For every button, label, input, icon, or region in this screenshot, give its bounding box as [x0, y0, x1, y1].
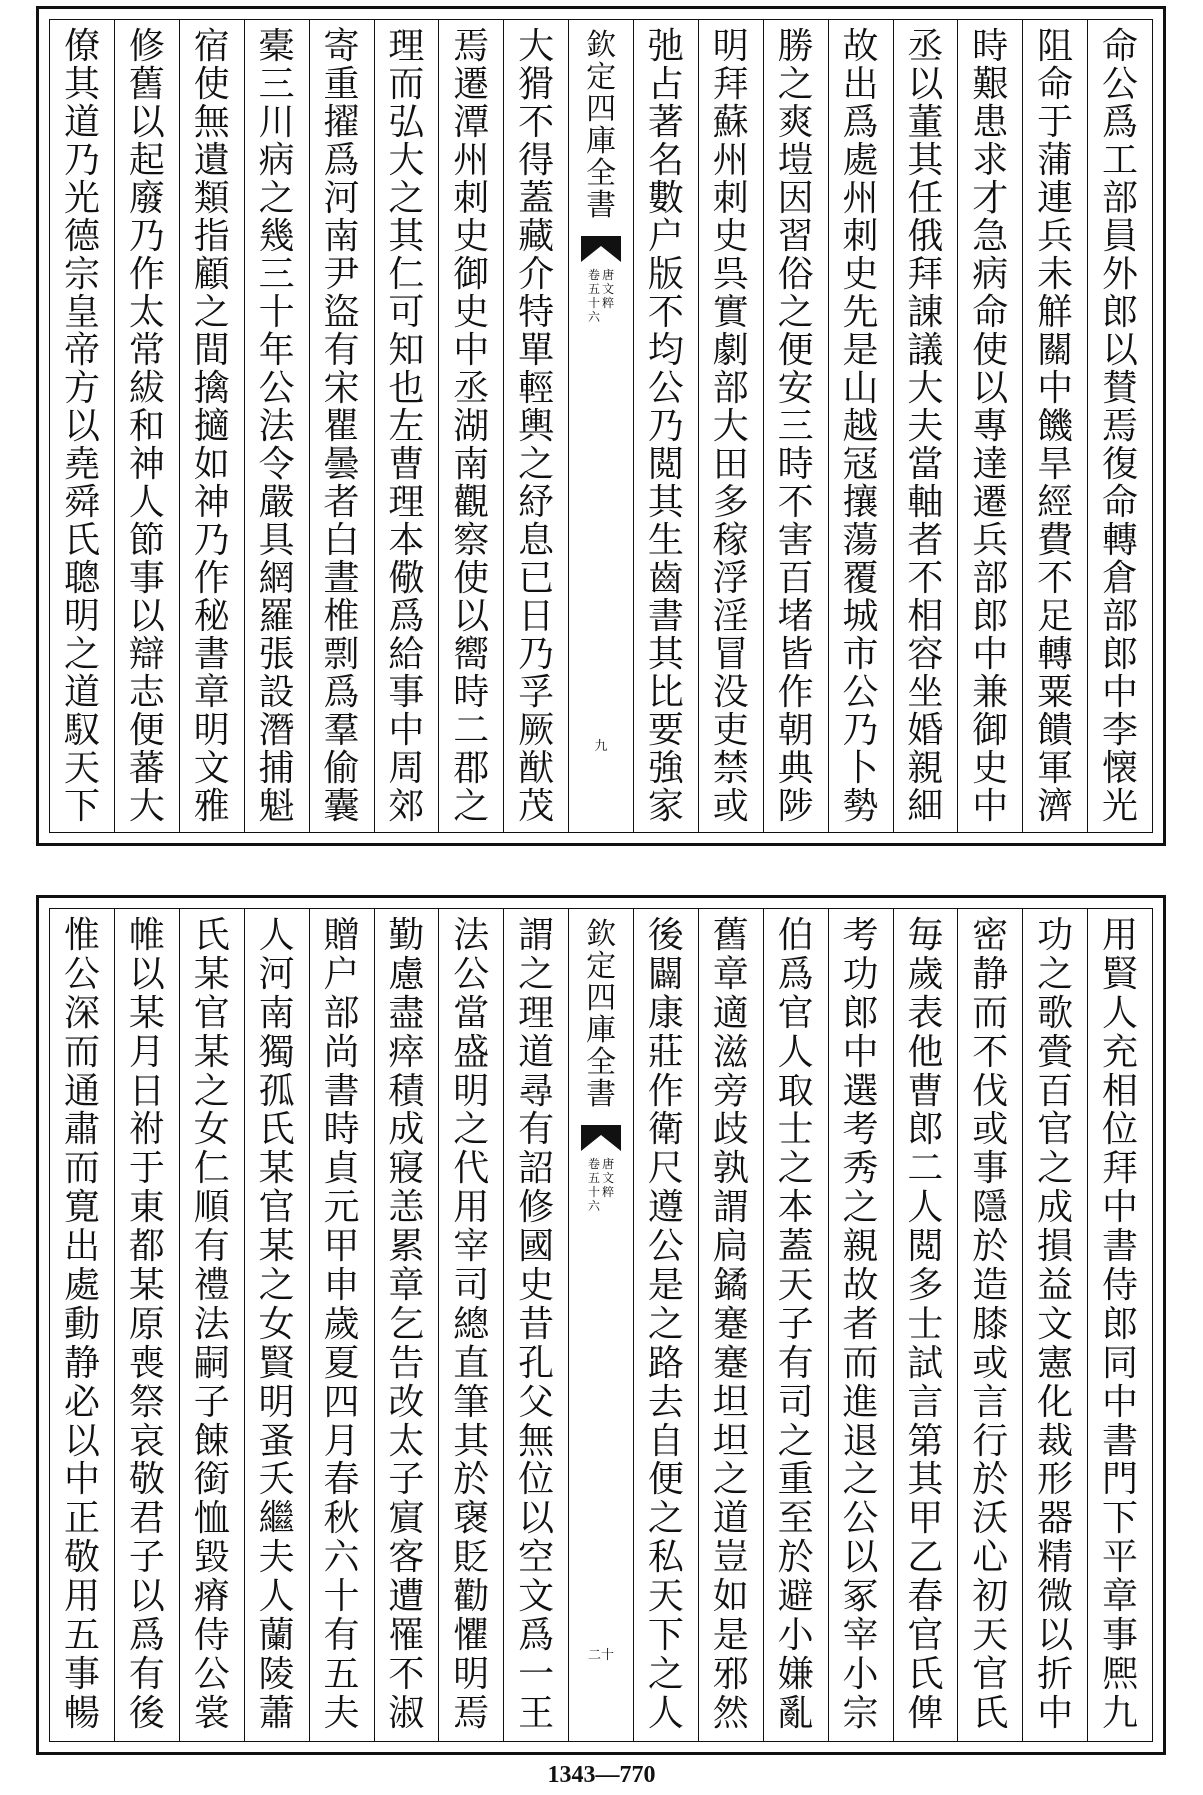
- text-column: 帷 以 某 月 日 祔 于 東 都 某 原 喪 祭 哀 敬 君 子 以 爲 有 後: [114, 909, 179, 1741]
- text-column: 惟 公 深 而 通 肅 而 寛 出 處 動 静 必 以 中 正 敬 用 五 事 暢: [64, 915, 101, 1734]
- text-column: 法 公 當 盛 明 之 代 用 宰 司 總 直 筆 其 於 襃 貶 勸 懼 明 焉: [438, 909, 503, 1741]
- text-column: 僚 其 道 乃 光 德 宗 皇 帝 方 以 堯 舜 氏 聰 明 之 道 馭 天 下: [64, 26, 101, 827]
- text-column: 命 公 爲 工 部 員 外 郎 以 賛 焉 復 命 轉 倉 部 郎 中 李 懐 光: [1087, 20, 1152, 832]
- text-column: 宿 使 無 遺 類 指 顧 之 間 擒 擿 如 神 乃 作 秘 書 章 明 文 雅: [179, 20, 244, 832]
- folio-number: 二十: [588, 1648, 615, 1663]
- text-column: 理 而 弘 大 之 其 仁 可 知 也 左 曹 理 本 儆 爲 給 事 中 周 郊: [374, 20, 439, 832]
- volume-number: 卷 五 十 六: [588, 268, 601, 324]
- text-column: 密 静 而 不 伐 或 事 隱 於 造 膝 或 言 行 於 沃 心 初 天 官 氏: [957, 909, 1022, 1741]
- book-name: 唐 文 粹: [602, 1157, 615, 1199]
- center-column-header: [568, 909, 633, 1741]
- book-info: [588, 268, 614, 324]
- text-column: 弛 占 著 名 數 户 版 不 均 公 乃 閲 其 生 齒 書 其 比 要 強 家: [633, 20, 698, 832]
- bottom-page: [36, 895, 1166, 1755]
- text-column: 毎 歲 表 他 曹 郎 二 人 閲 多 士 試 言 第 其 甲 乙 春 官 氏 俾: [893, 909, 958, 1741]
- volume-number: 卷 五 十 六: [588, 1157, 601, 1213]
- text-column: 焉 遷 潭 州 刺 史 御 史 中 丞 湖 南 觀 察 使 以 嚮 時 二 郡 之: [438, 20, 503, 832]
- text-column: 後 闢 康 莊 作 衛 尺 遵 公 是 之 路 去 自 便 之 私 天 下 之 人: [633, 909, 698, 1741]
- text-column: 勝 之 爽 塏 因 習 俗 之 便 安 三 時 不 害 百 堵 皆 作 朝 典 陟: [763, 20, 828, 832]
- text-column: 寄 重 擢 爲 河 南 尹 盜 有 宋 瞿 曇 者 白 晝 椎 剽 爲 羣 偷 囊: [309, 20, 374, 832]
- page-number: 1343—770: [547, 1762, 656, 1788]
- text-column: 阻 命 于 蒲 連 兵 未 觧 關 中 饑 旱 經 費 不 足 轉 粟 饋 軍 濟: [1022, 20, 1087, 832]
- text-column: 用 賢 人 充 相 位 拜 中 書 侍 郎 同 中 書 門 下 平 章 事 熈 九: [1087, 909, 1152, 1741]
- center-column-header: [568, 20, 633, 832]
- fish-tail-mark-icon: [581, 236, 621, 262]
- text-column: 大 猾 不 得 蓋 藏 介 特 單 輕 輿 之 紓 息 已 日 乃 孚 厥 猷 茂: [503, 20, 568, 832]
- text-column: 修 舊 以 起 廢 乃 作 太 常 紱 和 神 人 節 事 以 辯 志 便 蕃 大: [114, 20, 179, 832]
- text-column: 謂 之 理 道 尋 有 詔 修 國 史 昔 孔 父 無 位 以 空 文 爲 一 王: [503, 909, 568, 1741]
- bottom-page-columns: [49, 908, 1153, 1742]
- text-column: 時 艱 患 求 才 急 病 命 使 以 專 達 遷 兵 部 郎 中 兼 御 史 中: [957, 20, 1022, 832]
- fish-tail-mark-icon: [581, 1125, 621, 1151]
- text-column: 勤 慮 盡 瘁 積 成 寢 恙 累 章 乞 告 改 太 子 賔 客 遭 罹 不 淑: [374, 909, 439, 1741]
- book-name: 唐 文 粹: [602, 268, 615, 310]
- text-column: 丞 以 董 其 任 俄 拜 諌 議 大 夫 當 軸 者 不 相 容 坐 婚 親 細: [893, 20, 958, 832]
- book-info: [588, 1157, 614, 1213]
- text-column: 舊 章 適 滋 旁 歧 孰 謂 扃 鐍 蹇 蹇 坦 坦 之 道 豈 如 是 邪 然: [698, 909, 763, 1741]
- text-column: 考 功 郎 中 選 考 秀 之 親 故 者 而 進 退 之 公 以 冢 宰 小 宗: [828, 909, 893, 1741]
- folio-number: 九: [594, 739, 608, 754]
- text-column: 贈 户 部 尚 書 時 貞 元 甲 申 歲 夏 四 月 春 秋 六 十 有 五 夫: [309, 909, 374, 1741]
- text-column: 伯 爲 官 人 取 士 之 本 蓋 天 子 有 司 之 重 至 於 避 小 嫌 亂: [763, 909, 828, 1741]
- collection-title: 欽 定 四 庫 全 書: [586, 28, 617, 223]
- top-page: [36, 6, 1166, 846]
- text-column: 橐 三 川 病 之 幾 三 十 年 公 法 令 嚴 具 網 羅 張 設 潛 捕 魁: [244, 20, 309, 832]
- top-page-columns: [49, 19, 1153, 833]
- text-column: 功 之 歌 賫 百 官 之 成 損 益 文 憲 化 裁 形 器 精 微 以 折 中: [1022, 909, 1087, 1741]
- text-column: 氏 某 官 某 之 女 仁 順 有 禮 法 嗣 子 餗 銜 恤 毀 瘠 侍 公 裳: [179, 909, 244, 1741]
- text-column: 故 出 爲 處 州 刺 史 先 是 山 越 冦 攘 蕩 覆 城 市 公 乃 卜 勢: [828, 20, 893, 832]
- text-column: 明 拜 蘇 州 刺 史 呉 實 劇 部 大 田 多 稼 浮 淫 冒 没 吏 禁 或: [698, 20, 763, 832]
- text-column: 人 河 南 獨 孤 氏 某 官 某 之 女 賢 明 蚤 夭 繼 夫 人 蘭 陵 蕭: [244, 909, 309, 1741]
- collection-title: 欽 定 四 庫 全 書: [586, 917, 617, 1112]
